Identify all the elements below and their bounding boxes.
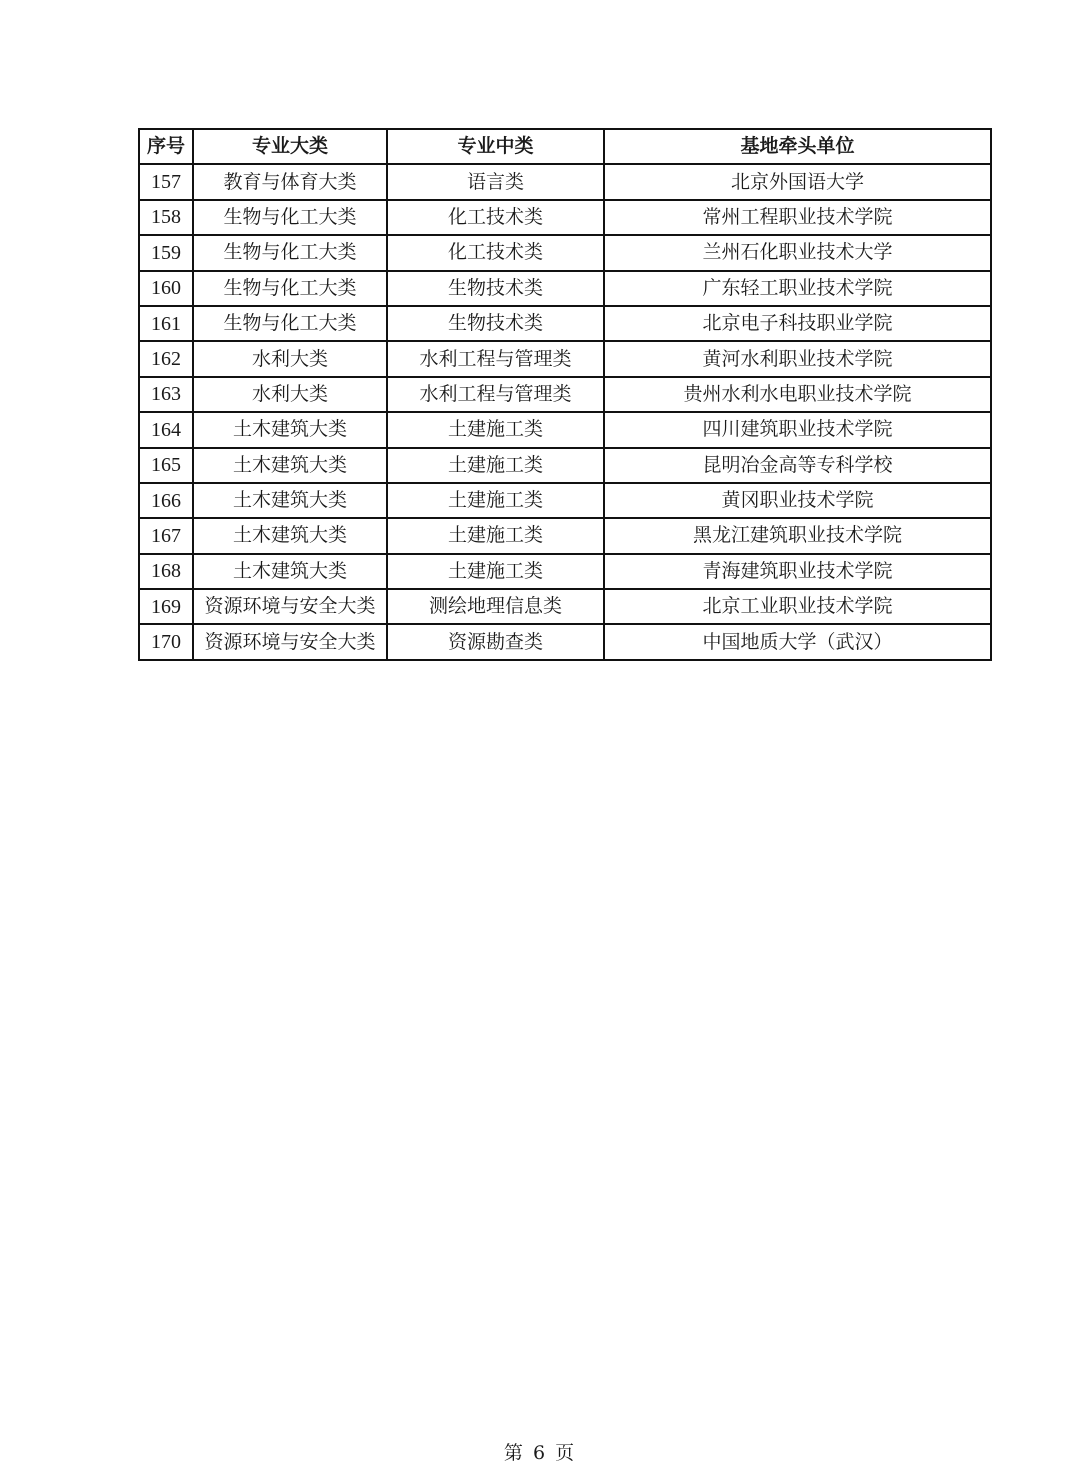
table-header-row [139, 129, 991, 164]
cell-mid-category: 土建施工类 [387, 518, 604, 553]
cell-mid-category: 化工技术类 [387, 235, 604, 270]
cell-major-category: 土木建筑大类 [193, 554, 387, 589]
cell-lead-unit: 四川建筑职业技术学院 [604, 412, 991, 447]
cell-mid-category: 测绘地理信息类 [387, 589, 604, 624]
cell-lead-unit: 中国地质大学（武汉） [604, 624, 991, 659]
cell-seq: 170 [139, 624, 193, 659]
table-row [139, 341, 991, 376]
cell-major-category: 水利大类 [193, 341, 387, 376]
cell-mid-category: 生物技术类 [387, 306, 604, 341]
header-lead-unit: 基地牵头单位 [604, 129, 991, 164]
cell-major-category: 土木建筑大类 [193, 448, 387, 483]
cell-seq: 165 [139, 448, 193, 483]
cell-mid-category: 资源勘查类 [387, 624, 604, 659]
cell-lead-unit: 黑龙江建筑职业技术学院 [604, 518, 991, 553]
cell-seq: 164 [139, 412, 193, 447]
cell-seq: 168 [139, 554, 193, 589]
table-row [139, 235, 991, 270]
cell-seq: 163 [139, 377, 193, 412]
cell-seq: 157 [139, 164, 193, 199]
table-row [139, 200, 991, 235]
cell-major-category: 生物与化工大类 [193, 235, 387, 270]
table-row [139, 164, 991, 199]
table-row [139, 589, 991, 624]
cell-lead-unit: 兰州石化职业技术大学 [604, 235, 991, 270]
cell-major-category: 资源环境与安全大类 [193, 589, 387, 624]
cell-major-category: 生物与化工大类 [193, 200, 387, 235]
cell-seq: 167 [139, 518, 193, 553]
header-major-category: 专业大类 [193, 129, 387, 164]
cell-lead-unit: 北京工业职业技术学院 [604, 589, 991, 624]
cell-seq: 160 [139, 271, 193, 306]
cell-mid-category: 生物技术类 [387, 271, 604, 306]
cell-seq: 158 [139, 200, 193, 235]
table-row [139, 483, 991, 518]
table-row [139, 554, 991, 589]
cell-mid-category: 水利工程与管理类 [387, 341, 604, 376]
cell-lead-unit: 黄河水利职业技术学院 [604, 341, 991, 376]
table-row [139, 377, 991, 412]
cell-mid-category: 土建施工类 [387, 412, 604, 447]
cell-lead-unit: 北京外国语大学 [604, 164, 991, 199]
cell-lead-unit: 广东轻工职业技术学院 [604, 271, 991, 306]
cell-lead-unit: 青海建筑职业技术学院 [604, 554, 991, 589]
header-seq: 序号 [139, 129, 193, 164]
cell-mid-category: 土建施工类 [387, 448, 604, 483]
cell-lead-unit: 常州工程职业技术学院 [604, 200, 991, 235]
cell-seq: 159 [139, 235, 193, 270]
cell-mid-category: 化工技术类 [387, 200, 604, 235]
cell-mid-category: 语言类 [387, 164, 604, 199]
cell-major-category: 资源环境与安全大类 [193, 624, 387, 659]
cell-major-category: 生物与化工大类 [193, 271, 387, 306]
page-number: 第 6 页 [503, 1442, 577, 1464]
cell-seq: 161 [139, 306, 193, 341]
table-row [139, 518, 991, 553]
cell-seq: 169 [139, 589, 193, 624]
cell-major-category: 生物与化工大类 [193, 306, 387, 341]
cell-mid-category: 土建施工类 [387, 554, 604, 589]
cell-seq: 166 [139, 483, 193, 518]
base-list-table [138, 128, 992, 661]
table-row [139, 412, 991, 447]
cell-lead-unit: 黄冈职业技术学院 [604, 483, 991, 518]
table-row [139, 624, 991, 659]
header-mid-category: 专业中类 [387, 129, 604, 164]
cell-mid-category: 土建施工类 [387, 483, 604, 518]
cell-mid-category: 水利工程与管理类 [387, 377, 604, 412]
cell-major-category: 教育与体育大类 [193, 164, 387, 199]
table-row [139, 306, 991, 341]
cell-seq: 162 [139, 341, 193, 376]
cell-major-category: 土木建筑大类 [193, 518, 387, 553]
cell-major-category: 水利大类 [193, 377, 387, 412]
cell-lead-unit: 贵州水利水电职业技术学院 [604, 377, 991, 412]
table-row [139, 448, 991, 483]
cell-lead-unit: 北京电子科技职业学院 [604, 306, 991, 341]
table-row [139, 271, 991, 306]
cell-lead-unit: 昆明冶金高等专科学校 [604, 448, 991, 483]
cell-major-category: 土木建筑大类 [193, 483, 387, 518]
cell-major-category: 土木建筑大类 [193, 412, 387, 447]
